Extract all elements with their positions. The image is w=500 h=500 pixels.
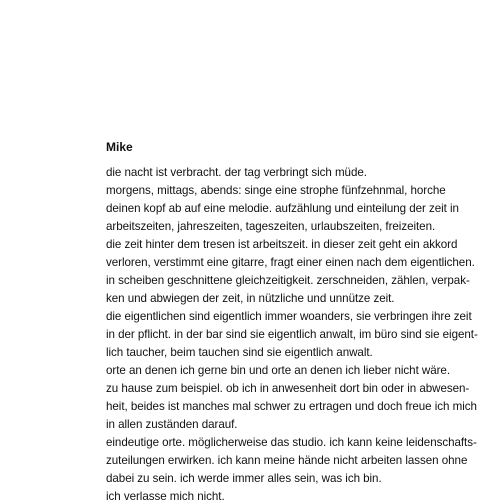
document-title: Mike — [106, 140, 133, 154]
text-line: eindeutige orte. möglicherweise das studio. ich kann keine leidenschafts- — [106, 436, 477, 449]
document-body — [106, 164, 496, 500]
text-line: in der pflicht. in der bar sind sie eigentlich anwalt, im büro sind sie eigent- — [106, 328, 478, 341]
text-line: lich taucher, beim tauchen sind sie eigentlich anwalt. — [106, 346, 373, 359]
text-line: morgens, mittags, abends: singe eine strophe fünfzehnmal, horche — [106, 184, 446, 197]
text-line: deinen kopf ab auf eine melodie. aufzählung und einteilung der zeit in — [106, 202, 459, 215]
text-line: dabei zu sein. ich werde immer alles sein, was ich bin. — [106, 472, 382, 485]
text-line: zuteilungen erwirken. ich kann meine hände nicht arbeiten lassen ohne — [106, 454, 468, 467]
text-line: verloren, verstimmt eine gitarre, fragt einer einen nach dem eigentlichen. — [106, 256, 475, 269]
text-line: heit, beides ist manches mal schwer zu ertragen und doch freue ich mich — [106, 400, 477, 413]
text-line: die eigentlichen sind eigentlich immer woanders, sie verbringen ihre zeit — [106, 310, 472, 323]
text-line: ich verlasse mich nicht. — [106, 490, 225, 500]
text-line: arbeitszeiten, jahreszeiten, tageszeiten, urlaubszeiten, freizeiten. — [106, 220, 436, 233]
text-line: die zeit hinter dem tresen ist arbeitszeit. in dieser zeit geht ein akkord — [106, 238, 458, 251]
text-line: in allen zuständen darauf. — [106, 418, 238, 431]
text-line: orte an denen ich gerne bin und orte an denen ich lieber nicht wäre. — [106, 364, 451, 377]
text-line: in scheiben geschnittene gleichzeitigkeit. zerschneiden, zählen, verpak- — [106, 274, 470, 287]
text-line: ken und abwiegen der zeit, in nützliche und unnütze zeit. — [106, 292, 395, 305]
text-line: zu hause zum beispiel. ob ich in anwesenheit dort bin oder in abwesen- — [106, 382, 470, 395]
text-line: die nacht ist verbracht. der tag verbringt sich müde. — [106, 166, 367, 179]
